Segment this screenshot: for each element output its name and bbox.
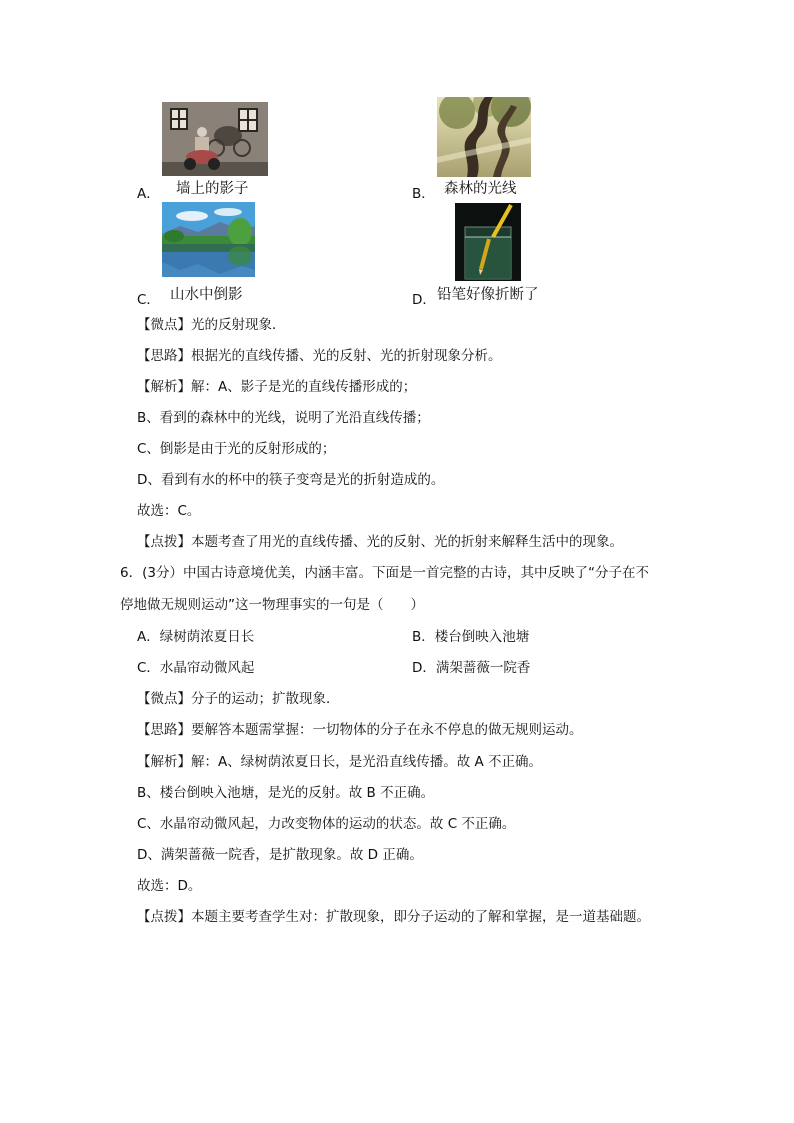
q6-option-d: D．满架蔷薇一院香 [412, 660, 531, 676]
q6-jiexi-d: D、满架蔷薇一院香，是扩散现象。故 D 正确。 [137, 847, 423, 863]
option-a-caption: 墙上的影子 [176, 181, 249, 197]
q6-option-b: B．楼台倒映入池塘 [412, 629, 530, 645]
option-b-letter: B． [412, 186, 435, 202]
wall-shadow-photo [162, 102, 268, 176]
q6-answer: 故选：D。 [137, 878, 202, 894]
forest-light-photo [437, 97, 531, 177]
q6-stem-line2: 停地做无规则运动”这一物理事实的一句是（ ） [120, 597, 424, 613]
option-c-caption: 山水中倒影 [170, 287, 243, 303]
q5-jiexi: 【解析】解：A、影子是光的直线传播形成的； [137, 379, 417, 395]
q6-jiexi-b: B、楼台倒映入池塘，是光的反射。故 B 不正确。 [137, 785, 435, 801]
option-d-letter: D． [412, 292, 436, 308]
q5-dianbo: 【点拨】本题考查了用光的直线传播、光的反射、光的折射来解释生活中的现象。 [137, 534, 623, 550]
option-a-letter: A． [137, 186, 160, 202]
q6-weidian: 【微点】分子的运动；扩散现象． [137, 691, 340, 707]
pencil-in-water-photo [455, 203, 521, 281]
q5-answer: 故选：C。 [137, 503, 201, 519]
option-c-letter: C． [137, 292, 160, 308]
q5-silu: 【思路】根据光的直线传播、光的反射、光的折射现象分析。 [137, 348, 502, 364]
q5-jiexi-b: B、看到的森林中的光线，说明了光沿直线传播； [137, 410, 430, 426]
option-b-caption: 森林的光线 [444, 181, 517, 197]
q6-jiexi-c: C、水晶帘动微风起，力改变物体的运动的状态。故 C 不正确。 [137, 816, 516, 832]
option-d-caption: 铅笔好像折断了 [437, 287, 539, 303]
q5-jiexi-c: C、倒影是由于光的反射形成的； [137, 441, 336, 457]
q6-option-a: A．绿树荫浓夏日长 [137, 629, 255, 645]
q6-jiexi: 【解析】解：A、绿树荫浓夏日长，是光沿直线传播。故 A 不正确。 [137, 754, 543, 770]
lake-reflection-photo [162, 202, 255, 277]
q6-silu: 【思路】要解答本题需掌握：一切物体的分子在永不停息的做无规则运动。 [137, 722, 583, 738]
q6-dianbo: 【点拨】本题主要考查学生对：扩散现象，即分子运动的了解和掌握，是一道基础题。 [137, 909, 650, 925]
q6-stem-line1: 6．(3分）中国古诗意境优美，内涵丰富。下面是一首完整的古诗，其中反映了“分子在不 [120, 565, 649, 581]
q5-weidian: 【微点】光的反射现象． [137, 317, 286, 333]
q6-option-c: C．水晶帘动微风起 [137, 660, 255, 676]
q5-jiexi-d: D、看到有水的杯中的筷子变弯是光的折射造成的。 [137, 472, 445, 488]
